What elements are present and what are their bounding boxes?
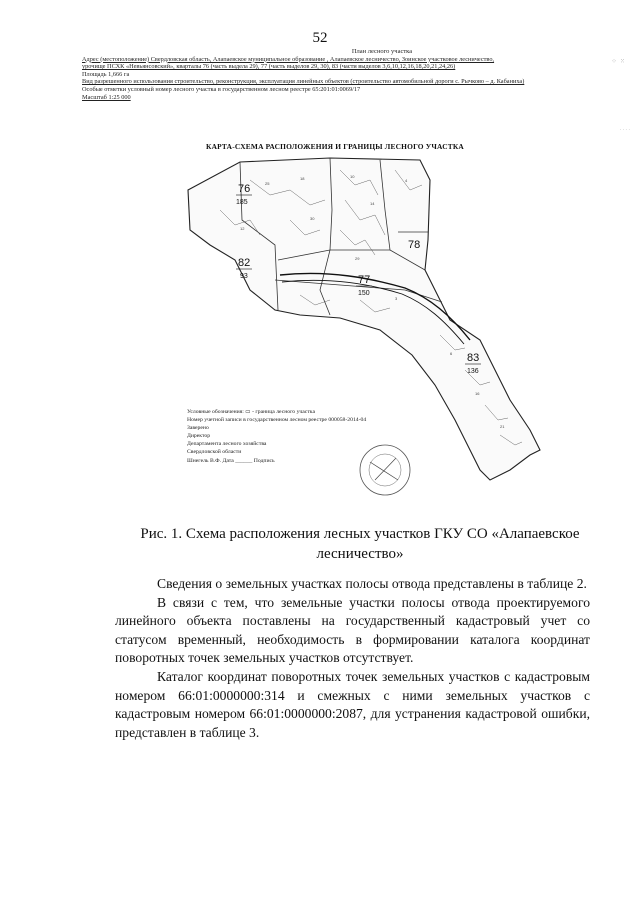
map-label-77-area: 150 (358, 290, 370, 297)
svg-text:6: 6 (450, 351, 453, 356)
map-label-83-area: 136 (467, 368, 479, 375)
forest-plan-notes: Особые отметки условный номер лесного участка в государственном лесном реестре 65:201:01:0069/17 (82, 85, 361, 93)
map-label-83: 83 (467, 352, 480, 364)
forest-plan-area: Площадь 1,666 га (82, 70, 130, 78)
body-text (115, 575, 590, 742)
paragraph: В связи с тем, что земельные участки полосы отвода проектируемого линейного объекта поставлены на государственный кадастровый учет со статусом временный, необходимость в формировании каталога координат поворотных точек земельных участков отсутствует. (115, 594, 590, 666)
figure-caption: Рис. 1. Схема расположения лесных участков ГКУ СО «Алапаевское лесничество» (140, 526, 580, 562)
map-label-77: 77 (358, 274, 371, 286)
svg-text:12: 12 (240, 226, 245, 231)
svg-text:16: 16 (475, 391, 480, 396)
forest-plan-address-cont: урочище ПСХК «Невьянсовский», кварталы 76 (часть выдела 29), 77 (часть выделов 29, 30), 83 (части выделов 3,6,10,12,16,18,20,21,24,26) (82, 63, 456, 71)
scan-corner-mark: ⁘ ⁙ (611, 59, 626, 65)
paragraph: Сведения о земельных участках полосы отвода представлены в таблице 2. (157, 576, 587, 591)
svg-text:30: 30 (310, 216, 315, 221)
legend-director: Директор (187, 433, 211, 440)
map-label-76: 76 (238, 183, 251, 195)
forest-plan-scale: Масштаб 1:25 000 (82, 93, 131, 101)
page-number: 52 (312, 30, 328, 46)
legend-certified: Заверено (187, 425, 209, 432)
paragraph: Каталог координат поворотных точек земельных участков с кадастровым номером 66:01:0000000:314 и смежных с ними земельных участков с кадастровым номером 66:01:0000000:2087, для устранения кадастровой ошибки, представлен в таблице 3. (115, 668, 590, 740)
legend-boundary: Условные обозначения: ▭ - граница лесного участка (187, 409, 316, 415)
legend-registry: Номер учетной записи в государственном лесном реестре 000058-2014-04 (187, 417, 367, 424)
forest-plan-header (82, 48, 602, 101)
forest-plan-use: Вид разрешенного использования строительство, реконструкция, эксплуатация линейных объектов (строительство автомобильной дороги с. Рычково – д. Кабаниха) (82, 78, 525, 86)
svg-text:21: 21 (500, 424, 505, 429)
svg-text:25: 25 (265, 181, 270, 186)
forest-plan-address: Адрес (местоположение) Свердловская область, Алапаевское муниципальное образование , Алапаевское лесничество, Зоинское участковое лесничество, (82, 55, 495, 63)
map-title: КАРТА-СХЕМА РАСПОЛОЖЕНИЯ И ГРАНИЦЫ ЛЕСНОГО УЧАСТКА (206, 142, 464, 151)
map-label-76-area: 185 (236, 199, 248, 206)
map-legend (187, 408, 366, 465)
legend-department: Департамента лесного хозяйства (187, 441, 267, 448)
svg-text:4: 4 (405, 178, 408, 183)
svg-text:14: 14 (370, 201, 375, 206)
svg-text:10: 10 (350, 174, 355, 179)
scan-dots: · · · · (619, 128, 630, 133)
legend-region: Свердловской области (187, 449, 242, 456)
svg-text:3: 3 (395, 296, 398, 301)
map-label-78: 78 (408, 239, 421, 251)
map-label-82-area: 93 (240, 273, 248, 280)
official-stamp (360, 445, 410, 495)
svg-text:18: 18 (300, 176, 305, 181)
legend-signature: Шнегель В.Ф. Дата ______ Подпись (187, 457, 275, 464)
forest-plan-title: План лесного участка (351, 48, 413, 55)
map-label-82: 82 (238, 257, 251, 269)
svg-text:29: 29 (355, 256, 360, 261)
